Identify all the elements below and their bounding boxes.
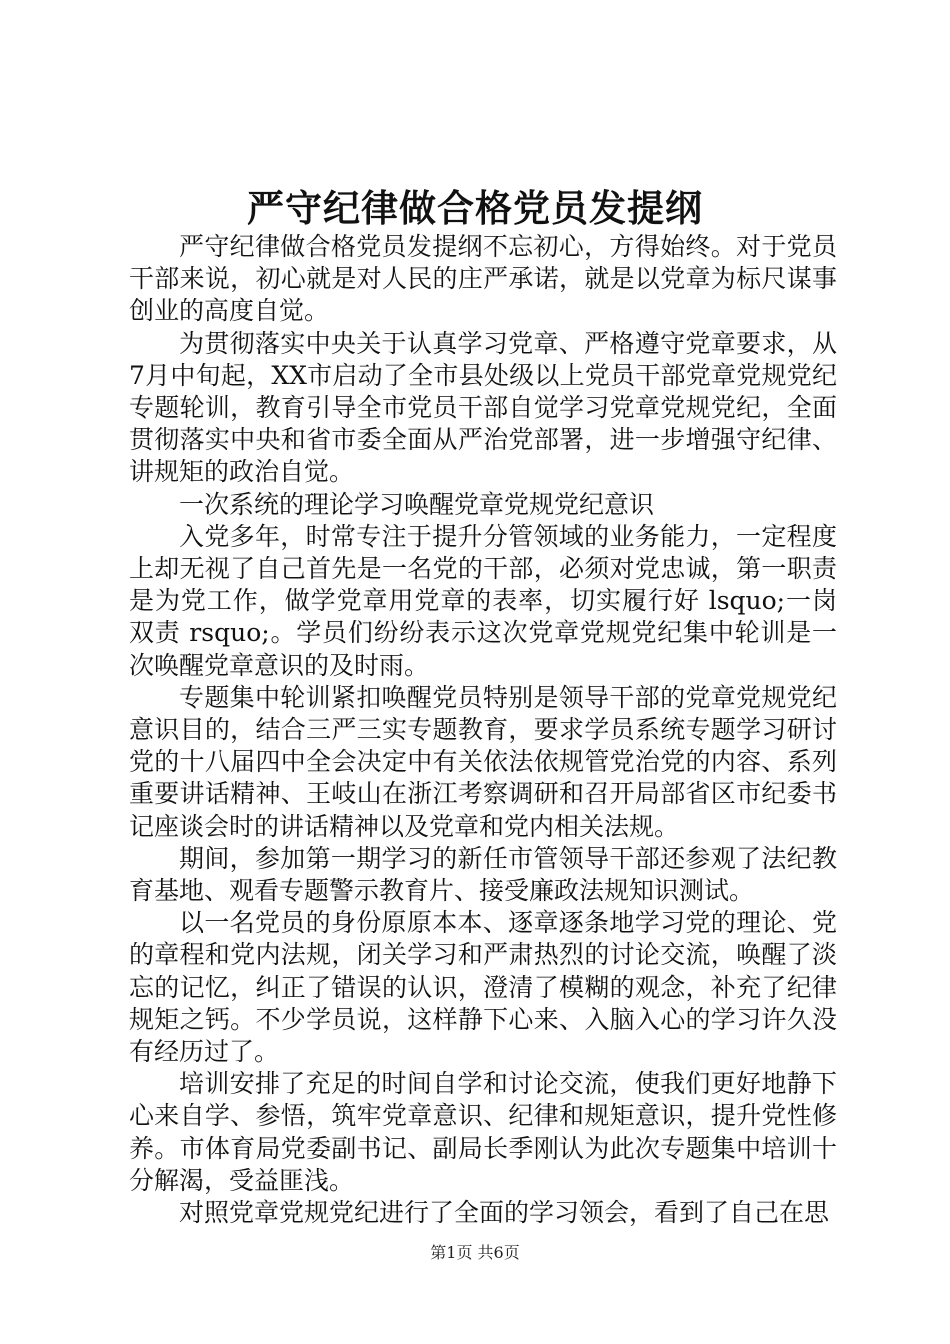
paragraph: 期间，参加第一期学习的新任市管领导干部还参观了法纪教育基地、观看专题警示教育片、接受廉政法规知识测试。 xyxy=(129,843,837,906)
paragraph: 培训安排了充足的时间自学和讨论交流，使我们更好地静下心来自学、参悟，筑牢党章意识、纪律和规矩意识，提升党性修养。市体育局党委副书记、副局长季刚认为此次专题集中培训十分解渴，受益匪浅。 xyxy=(129,1069,837,1195)
paragraph: 严守纪律做合格党员发提纲不忘初心，方得始终。对于党员干部来说，初心就是对人民的庄严承诺，就是以党章为标尺谋事创业的高度自觉。 xyxy=(129,232,837,326)
section-heading: 一次系统的理论学习唤醒党章党规党纪意识 xyxy=(179,489,655,519)
paragraph: 入党多年，时常专注于提升分管领域的业务能力，一定程度上却无视了自己首先是一名党的干部，必须对党忠诚，第一职责是为党工作，做学党章用党章的表率，切实履行好 lsquo;一岗双责 rsquo;。学员们纷纷表示这次党章党规党纪集中轮训是一次唤醒党章意识的及时雨。 xyxy=(129,521,837,680)
paragraph: 为贯彻落实中央关于认真学习党章、严格遵守党章要求，从7月中旬起，XX市启动了全市县处级以上党员干部党章党规党纪专题轮训，教育引导全市党员干部自觉学习党章党规党纪，全面贯彻落实中央和省市委全面从严治党部署，进一步增强守纪律、讲规矩的政治自觉。 xyxy=(129,328,837,487)
paragraph: 以一名党员的身份原原本本、逐章逐条地学习党的理论、党的章程和党内法规，闭关学习和严肃热烈的讨论交流，唤醒了淡忘的记忆，纠正了错误的认识，澄清了模糊的观念，补充了纪律规矩之钙。不少学员说，这样静下心来、入脑入心的学习许久没有经历过了。 xyxy=(129,908,837,1067)
paragraph: 专题集中轮训紧扣唤醒党员特别是领导干部的党章党规党纪意识目的，结合三严三实专题教育，要求学员系统专题学习研讨党的十八届四中全会决定中有关依法依规管党治党的内容、系列重要讲话精神、王岐山在浙江考察调研和召开局部省区市纪委书记座谈会时的讲话精神以及党章和党内相关法规。 xyxy=(129,682,837,841)
document-title: 严守纪律做合格党员发提纲 xyxy=(247,186,703,230)
page-number-footer: 第1页 共6页 xyxy=(430,1243,520,1262)
document-body xyxy=(129,231,837,1229)
paragraph: 对照党章党规党纪进行了全面的学习领会，看到了自己在思 xyxy=(179,1198,830,1228)
